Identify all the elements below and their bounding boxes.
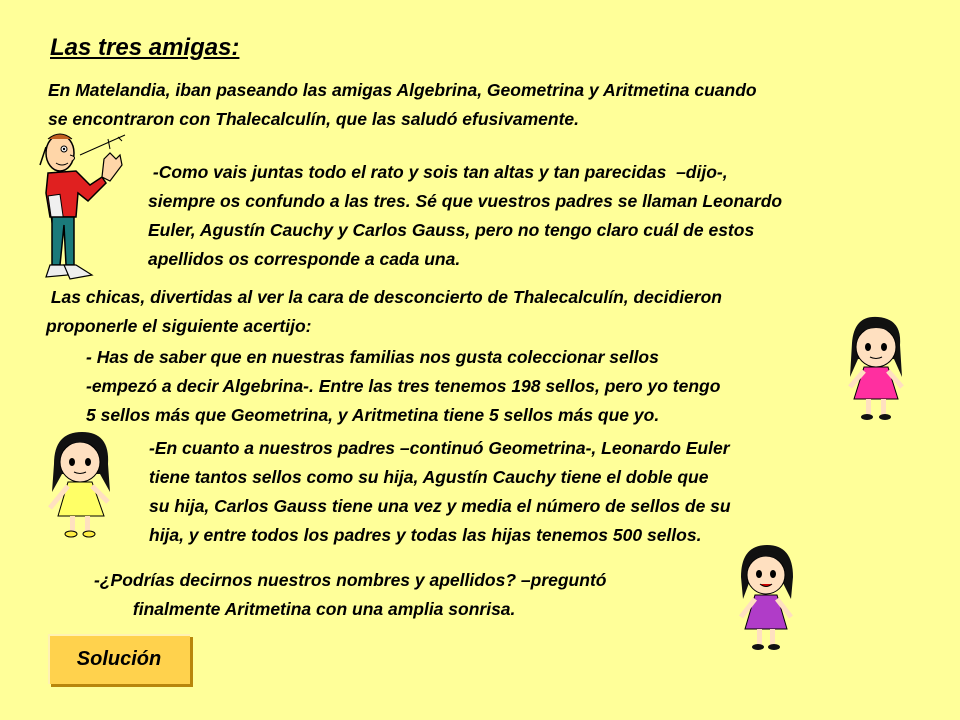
speech-line: su hija, Carlos Gauss tiene una vez y media el número de sellos de su bbox=[149, 496, 731, 516]
thalecalculin-speech bbox=[148, 158, 782, 274]
geometrina-figure bbox=[40, 430, 122, 540]
speech-line: -En cuanto a nuestros padres –continuó Geometrina-, Leonardo Euler bbox=[149, 438, 730, 458]
aritmetina-figure bbox=[733, 543, 799, 653]
paragraph-line: Las chicas, divertidas al ver la cara de desconcierto de Thalecalculín, decidieron bbox=[46, 287, 722, 307]
paragraph-line: proponerle el siguiente acertijo: bbox=[46, 316, 312, 336]
speech-line: -empezó a decir Algebrina-. Entre las tres tenemos 198 sellos, pero yo tengo bbox=[86, 376, 721, 396]
algebrina-speech bbox=[86, 343, 720, 430]
algebrina-figure bbox=[836, 313, 916, 423]
intro-line: se encontraron con Thalecalculín, que las saludó efusivamente. bbox=[48, 109, 579, 129]
speech-line: siempre os confundo a las tres. Sé que vuestros padres se llaman Leonardo bbox=[148, 191, 783, 211]
thalecalculin-figure bbox=[30, 125, 130, 287]
speech-line: finalmente Aritmetina con una amplia sonrisa. bbox=[94, 599, 516, 619]
speech-line: apellidos os corresponde a cada una. bbox=[148, 249, 461, 269]
speech-line: -Como vais juntas todo el rato y sois tan altas y tan parecidas –dijo-, bbox=[148, 162, 728, 182]
page-title: Las tres amigas: bbox=[50, 34, 240, 61]
geometrina-speech bbox=[149, 434, 731, 550]
girls-intro-paragraph bbox=[46, 283, 722, 341]
speech-line: -¿Podrías decirnos nuestros nombres y apellidos? –preguntó bbox=[94, 570, 607, 590]
solution-button[interactable]: Solución bbox=[48, 634, 190, 684]
speech-line: Euler, Agustín Cauchy y Carlos Gauss, pero no tengo claro cuál de estos bbox=[148, 220, 755, 240]
speech-line: tiene tantos sellos como su hija, Agustín Cauchy tiene el doble que bbox=[149, 467, 709, 487]
aritmetina-speech bbox=[94, 566, 606, 624]
speech-line: - Has de saber que en nuestras familias nos gusta coleccionar sellos bbox=[86, 347, 659, 367]
speech-line: 5 sellos más que Geometrina, y Aritmetina tiene 5 sellos más que yo. bbox=[86, 405, 660, 425]
speech-line: hija, y entre todos los padres y todas las hijas tenemos 500 sellos. bbox=[149, 525, 702, 545]
intro-line: En Matelandia, iban paseando las amigas Algebrina, Geometrina y Aritmetina cuando bbox=[48, 80, 757, 100]
intro-paragraph bbox=[48, 76, 757, 134]
